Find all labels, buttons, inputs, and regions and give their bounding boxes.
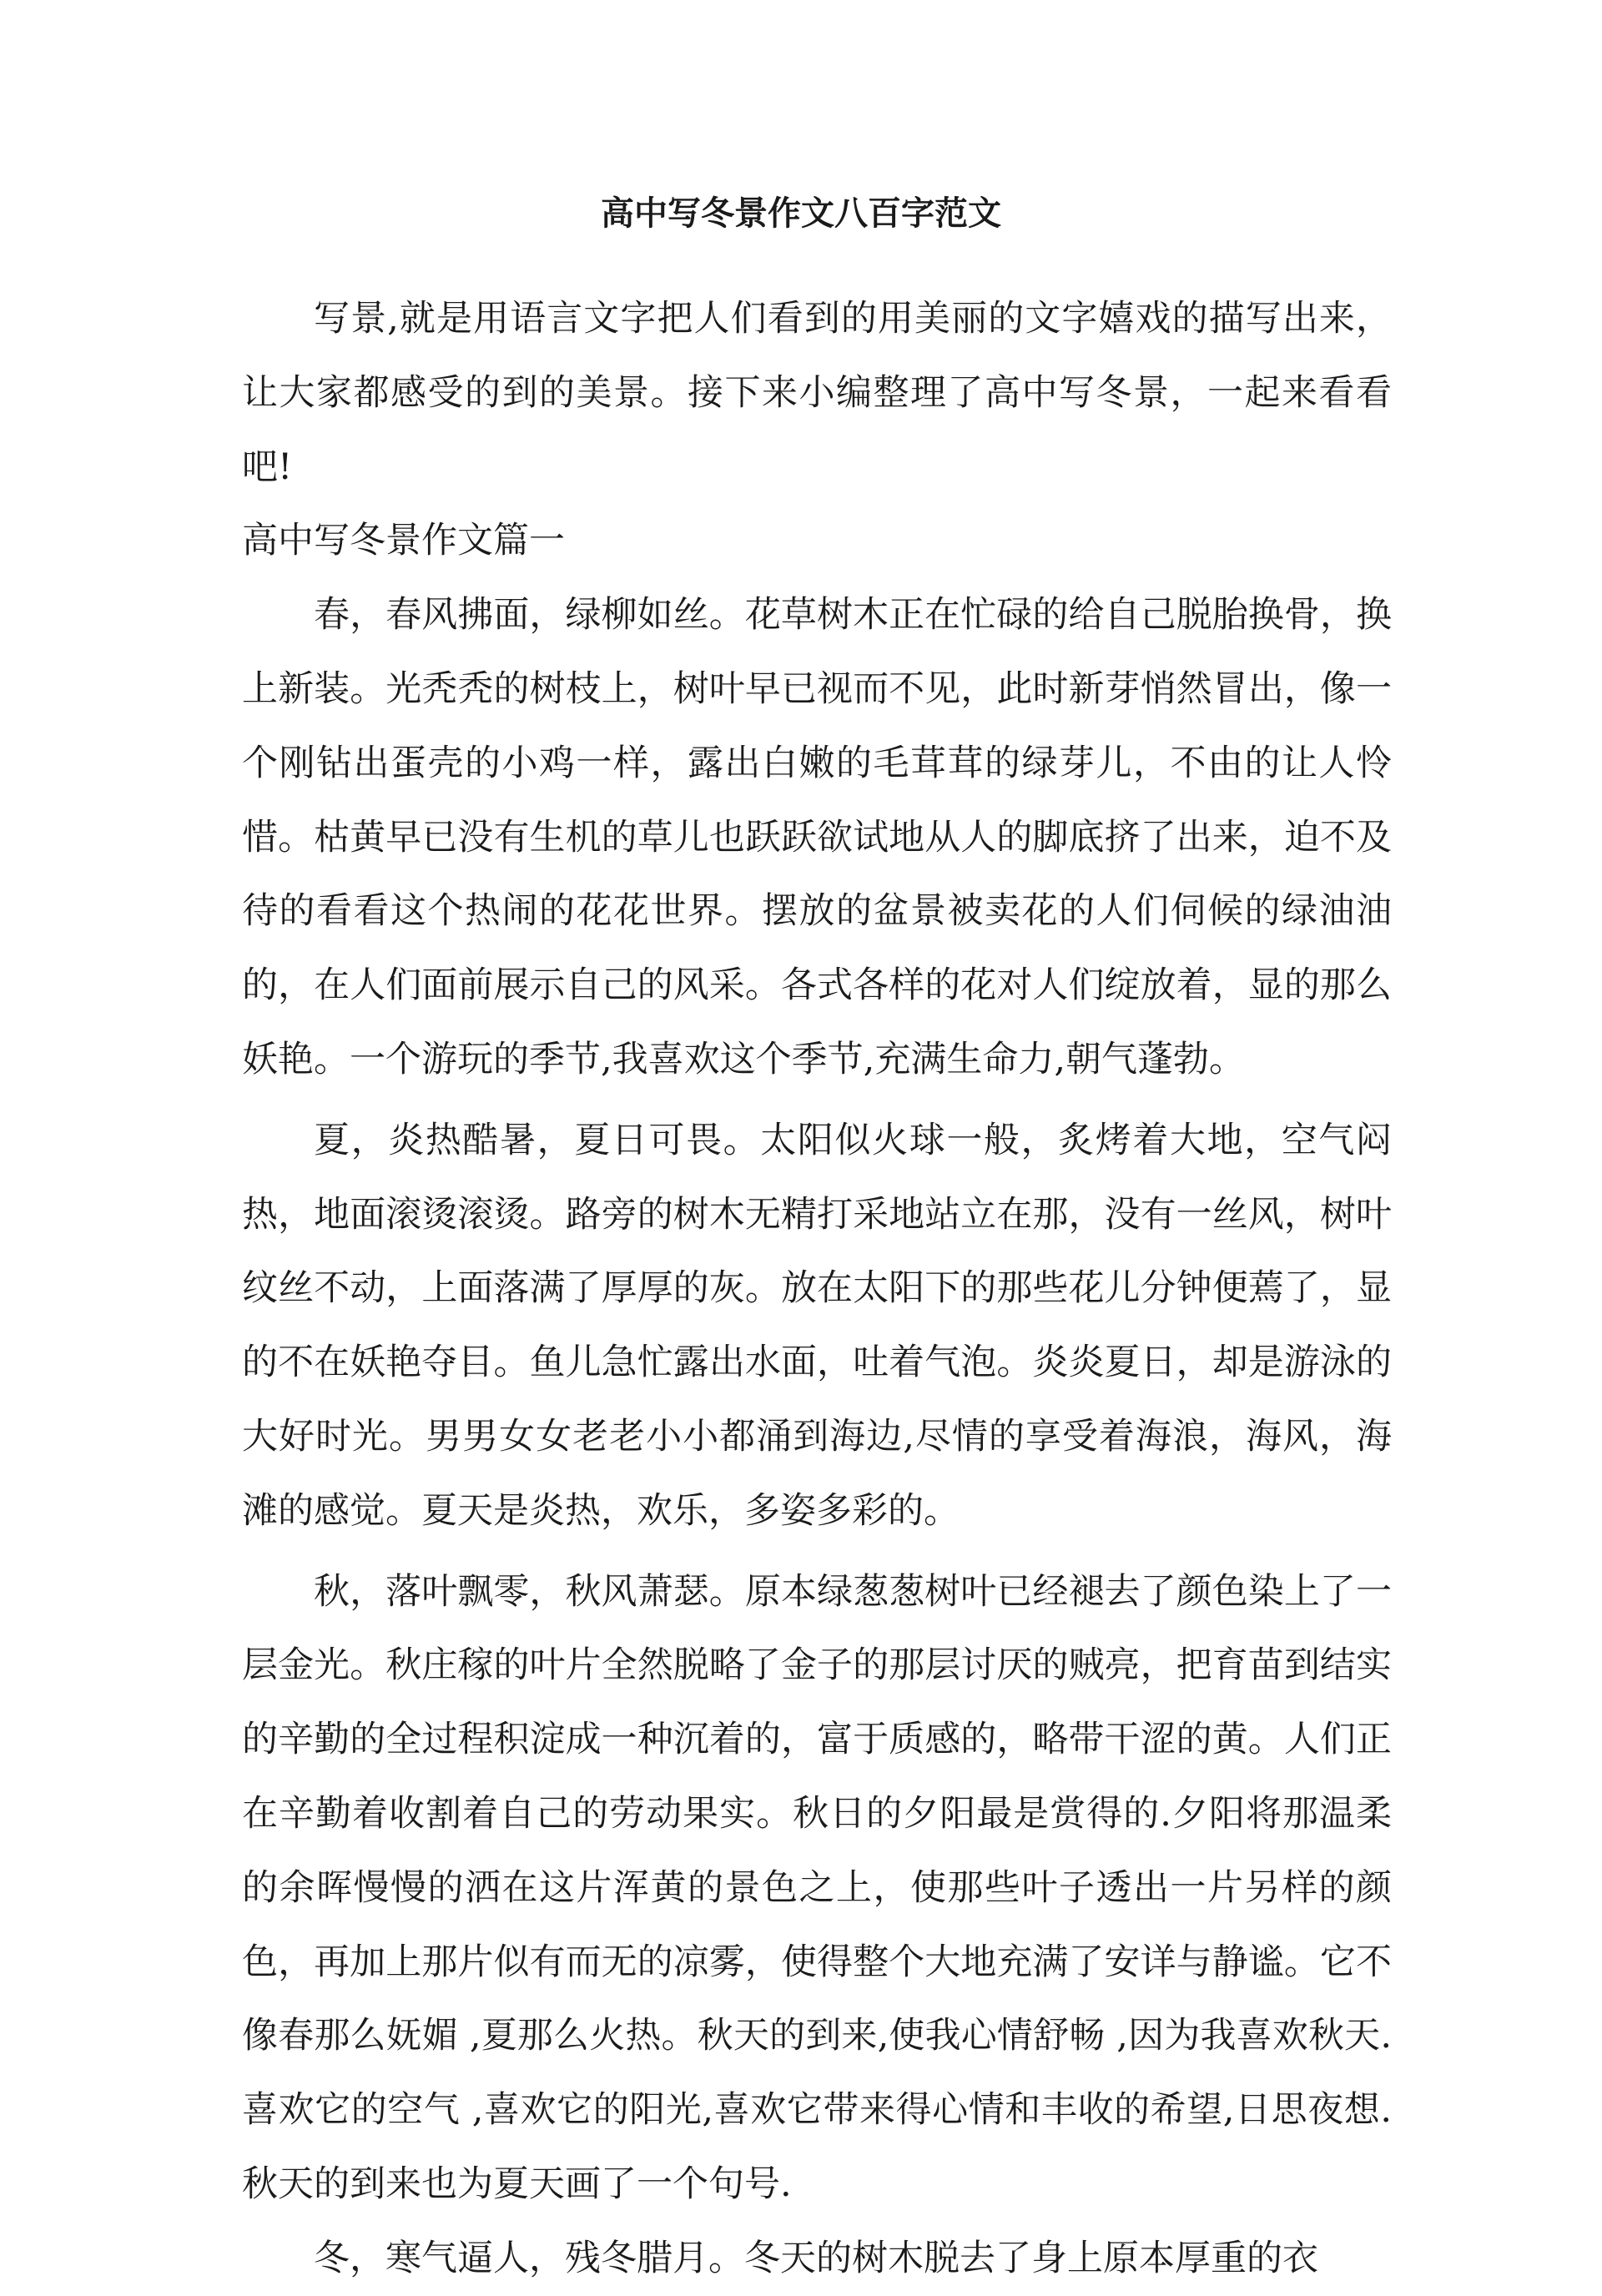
paragraph-autumn: 秋，落叶飘零，秋风萧瑟。原本绿葱葱树叶已经褪去了颜色染上了一层金光。秋庄稼的叶片全然脱略了金子的那层讨厌的贼亮，把育苗到结实的辛勤的全过程积淀成一种沉着的，富于质感的，略带干涩的黄。人们正在辛勤着收割着自己的劳动果实。秋日的夕阳最是赏得的.夕阳将那温柔的余晖慢慢的洒在这片浑黄的景色之上，使那些叶子透出一片另样的颜色，再加上那片似有而无的凉雾，使得整个大地充满了安详与静谧。它不像春那么妩媚 ,夏那么火热。秋天的到来,使我心情舒畅 ,因为我喜欢秋天.喜欢它的空气 ,喜欢它的阳光,喜欢它带来得心情和丰收的希望,日思夜想.秋天的到来也为夏天画了一个句号. <box>242 1570 1392 2205</box>
paragraph-summer: 夏，炎热酷暑，夏日可畏。太阳似火球一般，炙烤着大地，空气闷热，地面滚烫滚烫。路旁的树木无精打采地站立在那，没有一丝风，树叶纹丝不动，上面落满了厚厚的灰。放在太阳下的那些花儿分钟便蔫了，显的不在妖艳夺目。鱼儿急忙露出水面，吐着气泡。炎炎夏日，却是游泳的大好时光。男男女女老老小小都涌到海边,尽情的享受着海浪，海风，海滩的感觉。夏天是炎热，欢乐，多姿多彩的。 <box>242 1119 1392 1532</box>
paragraph-spring: 春，春风拂面，绿柳如丝。花草树木正在忙碌的给自己脱胎换骨，换上新装。光秃秃的树枝上，树叶早已视而不见，此时新芽悄然冒出，像一个刚钻出蛋壳的小鸡一样，露出白嫩的毛茸茸的绿芽儿，不由的让人怜惜。枯黄早已没有生机的草儿也跃跃欲试地从人的脚底挤了出来，迫不及待的看看这个热闹的花花世界。摆放的盆景被卖花的人们伺候的绿油油的，在人们面前展示自己的风采。各式各样的花对人们绽放着，显的那么妖艳。一个游玩的季节,我喜欢这个季节,充满生命力,朝气蓬勃。 <box>242 594 1392 1080</box>
paragraph-winter: 冬，寒气逼人，残冬腊月。冬天的树木脱去了身上原本厚重的衣 <box>314 2237 1318 2279</box>
document-body <box>242 282 1392 2296</box>
intro-paragraph: 写景,就是用语言文字把人们看到的用美丽的文字嬉戏的描写出来，让大家都感受的到的美景。接下来小编整理了高中写冬景，一起来看看吧! <box>242 298 1392 488</box>
document-title: 高中写冬景作文八百字范文 <box>601 194 1001 233</box>
section-heading: 高中写冬景作文篇一 <box>242 520 565 562</box>
